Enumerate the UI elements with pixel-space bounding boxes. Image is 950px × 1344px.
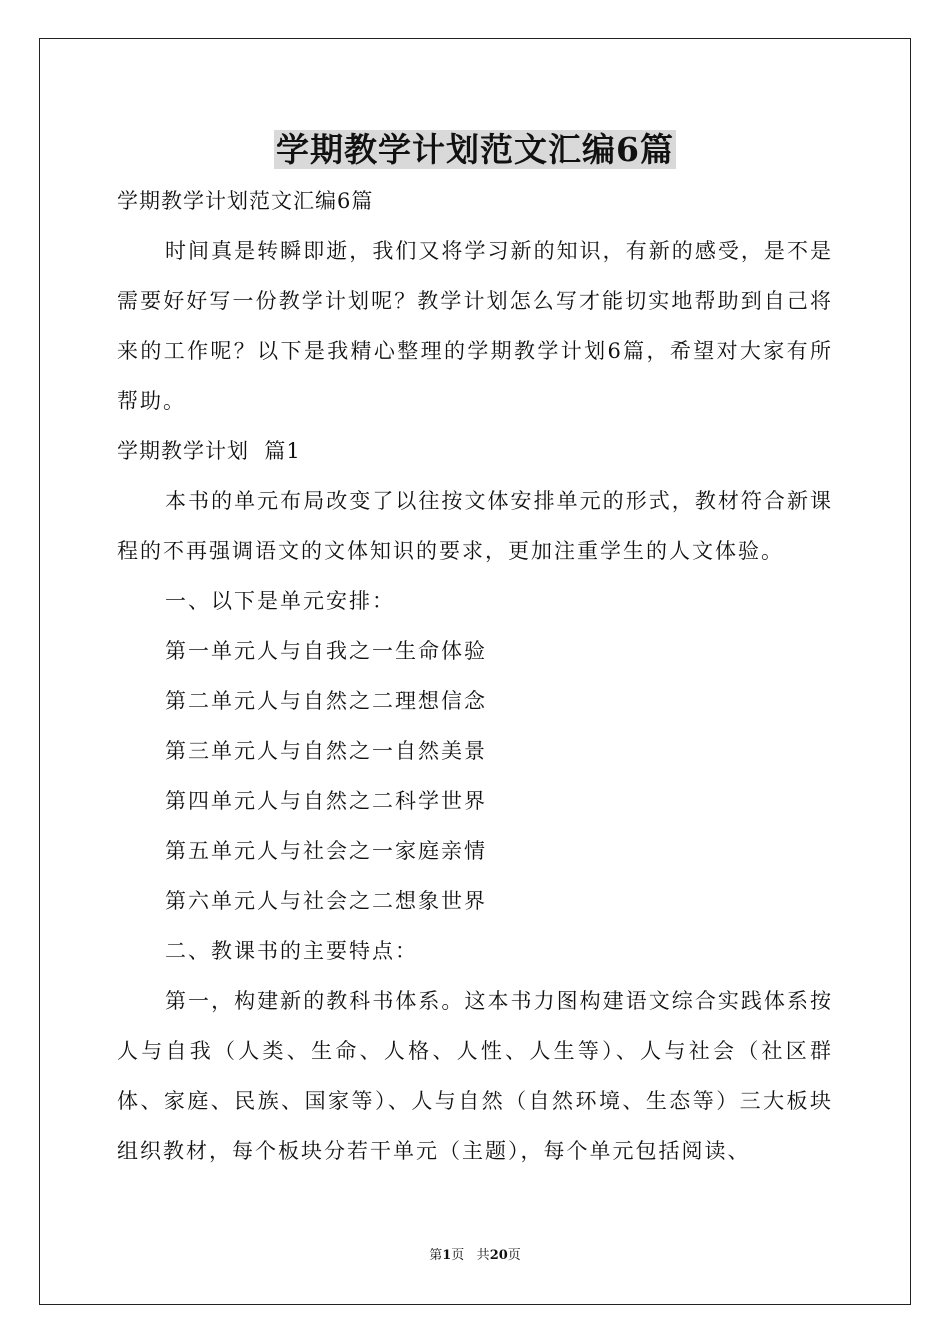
- footer-total-prefix: 共: [476, 1248, 490, 1263]
- footer-total-suffix: 页: [507, 1248, 521, 1263]
- list-heading: 一、以下是单元安排：: [165, 589, 395, 613]
- unit-item: 第四单元人与自然之二科学世界: [165, 789, 487, 813]
- features-heading: 二、教课书的主要特点：: [165, 939, 418, 963]
- footer-page-suffix: 页: [451, 1248, 465, 1263]
- unit-item: 第一单元人与自我之一生命体验: [165, 639, 487, 663]
- footer-total-number: 20: [489, 1248, 508, 1263]
- unit-item: 第六单元人与社会之二想象世界: [165, 889, 487, 913]
- section-heading: 学期教学计划 篇1: [117, 439, 301, 463]
- document-title-text: 学期教学计划范文汇编6篇: [276, 130, 674, 169]
- subtitle: 学期教学计划范文汇编6篇: [117, 189, 374, 213]
- paragraph-2: 第一，构建新的教科书体系。这本书力图构建语文综合实践体系按人与自我（人类、生命、人格、人性、人生等）、人与社会（社区群体、家庭、民族、国家等）、人与自然（自然环境、生态等）三大板块组织教材，每个板块分若干单元（主题），每个单元包括阅读、: [117, 989, 833, 1163]
- footer-page-prefix: 第: [429, 1248, 443, 1263]
- footer-page-number: 1: [442, 1248, 452, 1263]
- intro-paragraph: 时间真是转瞬即逝，我们又将学习新的知识，有新的感受，是不是需要好好写一份教学计划呢？教学计划怎么写才能切实地帮助到自己将来的工作呢？以下是我精心整理的学期教学计划6篇，希望对大家有所帮助。: [117, 239, 833, 413]
- page-footer: [0, 1246, 950, 1266]
- document-body: [117, 176, 833, 1176]
- unit-item: 第三单元人与自然之一自然美景: [165, 739, 487, 763]
- document-title: [0, 126, 950, 174]
- paragraph-1: 本书的单元布局改变了以往按文体安排单元的形式，教材符合新课程的不再强调语文的文体知识的要求，更加注重学生的人文体验。: [117, 489, 833, 563]
- unit-item: 第五单元人与社会之一家庭亲情: [165, 839, 487, 863]
- unit-item: 第二单元人与自然之二理想信念: [165, 689, 487, 713]
